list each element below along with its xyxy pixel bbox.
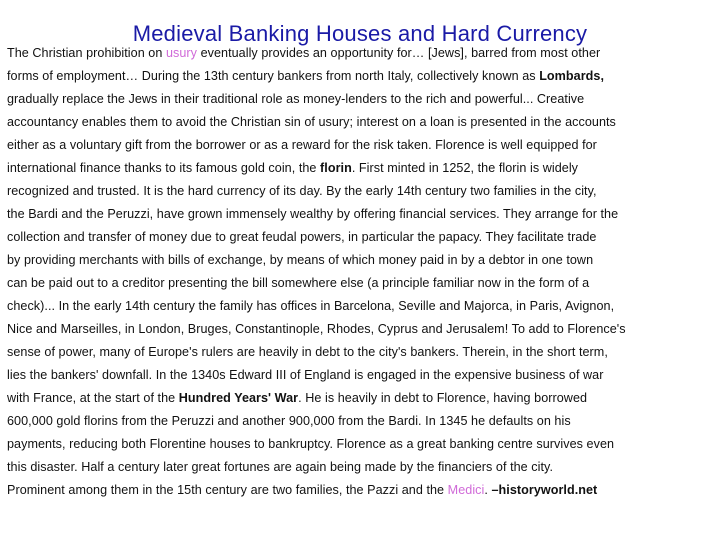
- text-line: [7, 88, 715, 111]
- text-line: [7, 249, 715, 272]
- text-line: [7, 203, 715, 226]
- text-line: [7, 226, 715, 249]
- text-line: [7, 180, 715, 203]
- text-line: [7, 364, 715, 387]
- bold-term: –historyworld.net: [491, 483, 598, 497]
- text-line: [7, 134, 715, 157]
- text-line: [7, 295, 715, 318]
- text-line: [7, 456, 715, 479]
- text-line: [7, 433, 715, 456]
- text-segment: . First minted in 1252, the florin is widely: [351, 161, 579, 175]
- text-segment: 600,000 gold florins from the Peruzzi and another 900,000 from the Bardi. In 1345 he defaults on his: [7, 414, 571, 428]
- text-segment: payments, reducing both Florentine houses to bankruptcy. Florence as a great banking centre survives even: [7, 437, 615, 451]
- link-medici[interactable]: Medici: [447, 483, 485, 497]
- text-segment: check)... In the early 14th century the family has offices in Barcelona, Seville and Majorca, in Paris, Avignon,: [7, 299, 615, 313]
- link-usury[interactable]: usury: [165, 46, 198, 60]
- text-segment: can be paid out to a creditor presenting the bill somewhere else (a principle familiar now in the form of a: [7, 276, 590, 290]
- bold-term: Lombards,: [539, 69, 605, 83]
- text-line: [7, 111, 715, 134]
- text-line: [7, 387, 715, 410]
- text-segment: sense of power, many of Europe's rulers are heavily in debt to the city's bankers. Therein, in the short term,: [7, 345, 608, 359]
- text-line: [7, 42, 715, 65]
- text-segment: eventually provides an opportunity for… [Jews], barred from most other: [197, 46, 601, 60]
- text-line: [7, 318, 715, 341]
- body-text: [7, 42, 715, 502]
- text-segment: by providing merchants with bills of exchange, by means of which money paid in by a debtor in one town: [7, 253, 594, 267]
- text-segment: .: [484, 483, 492, 497]
- bold-term: florin: [320, 161, 352, 175]
- text-line: [7, 157, 715, 180]
- text-segment: either as a voluntary gift from the borrower or as a reward for the risk taken. Florence is well equipped for: [7, 138, 597, 152]
- text-segment: collection and transfer of money due to great feudal powers, in particular the papacy. They facilitate trade: [7, 230, 597, 244]
- bold-term: Hundred Years' War: [178, 391, 299, 405]
- text-segment: . He is heavily in debt to Florence, having borrowed: [298, 391, 588, 405]
- page-title: Medieval Banking Houses and Hard Currency: [132, 20, 588, 46]
- text-line: [7, 479, 715, 502]
- text-segment: the Bardi and the Peruzzi, have grown immensely wealthy by offering financial services. They arrange for the: [7, 207, 619, 221]
- text-segment: gradually replace the Jews in their traditional role as money-lenders to the rich and powerful... Creative: [7, 92, 585, 106]
- text-segment: with France, at the start of the: [7, 391, 179, 405]
- text-segment: forms of employment… During the 13th century bankers from north Italy, collectively known as: [7, 69, 540, 83]
- text-segment: Nice and Marseilles, in London, Bruges, Constantinople, Rhodes, Cyprus and Jerusalem! To add to Florence's: [7, 322, 626, 336]
- text-line: [7, 65, 715, 88]
- text-segment: international finance thanks to its famous gold coin, the: [7, 161, 321, 175]
- text-segment: lies the bankers' downfall. In the 1340s Edward III of England is engaged in the expensive business of war: [7, 368, 604, 382]
- text-line: [7, 341, 715, 364]
- text-segment: recognized and trusted. It is the hard currency of its day. By the early 14th century two families in the city,: [7, 184, 597, 198]
- text-segment: this disaster. Half a century later great fortunes are again being made by the financiers of the city.: [7, 460, 553, 474]
- text-segment: Prominent among them in the 15th century are two families, the Pazzi and the: [7, 483, 448, 497]
- text-line: [7, 272, 715, 295]
- text-segment: accountancy enables them to avoid the Christian sin of usury; interest on a loan is presented in the accounts: [7, 115, 616, 129]
- text-segment: The Christian prohibition on: [7, 46, 166, 60]
- text-line: [7, 410, 715, 433]
